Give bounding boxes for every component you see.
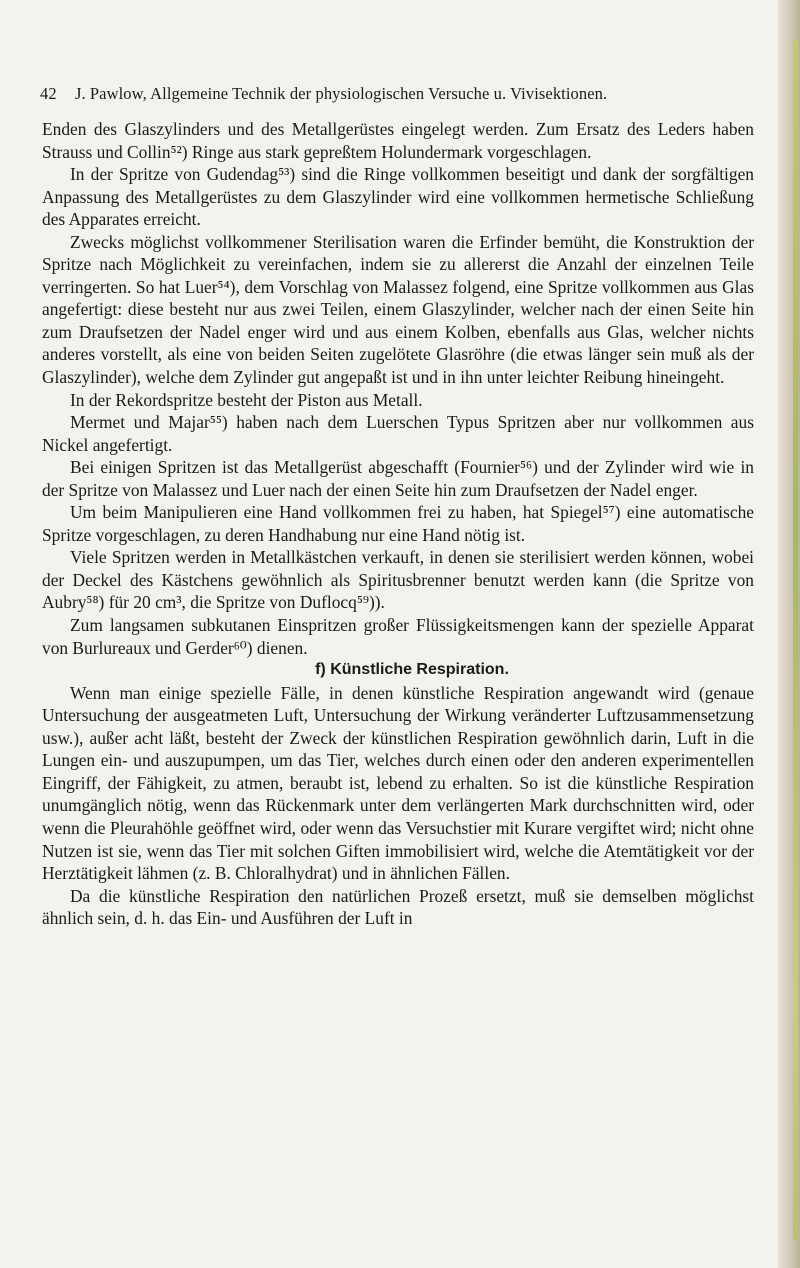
running-title: J. Pawlow, Allgemeine Technik der physiologischen Versuche u. Vivisektionen. (74, 84, 608, 103)
paragraph: Viele Spritzen werden in Metallkästchen verkauft, in denen sie sterilisiert werden können, wobei der Deckel des Kästchens gewöhnlich als Spiritusbrenner benutzt werden kann (die Spritze von Aubry⁵⁸) für 20 cm³, die Spritze von Duflocq⁵⁹)). (42, 547, 754, 613)
paragraph: Da die künstliche Respiration den natürlichen Prozeß ersetzt, muß sie demselben möglichst ähnlich sein, d. h. das Ein- und Ausführen der Luft in (42, 885, 754, 929)
paragraph: Mermet und Majar⁵⁵) haben nach dem Luerschen Typus Spritzen aber nur vollkommen aus Nickel angefertigt. (42, 412, 754, 455)
paragraph: In der Rekordspritze besteht der Piston aus Metall. (70, 389, 423, 410)
paragraph: Zum langsamen subkutanen Einspritzen großer Flüssigkeitsmengen kann der spezielle Apparat von Burlureaux und Gerder⁶⁰) dienen. (42, 615, 754, 658)
paragraph: Bei einigen Spritzen ist das Metallgerüst abgeschafft (Fournier⁵⁶) und der Zylinder wird wie in der Spritze von Malassez und Luer nach der einen Seite hin zum Draufsetzen der Nadel enger. (42, 457, 754, 500)
paragraph: Zwecks möglichst vollkommener Sterilisation waren die Erfinder bemüht, die Konstruktion der Spritze nach Möglichkeit zu vereinfachen, indem sie zu allererst die Anzahl der einzelnen Teile verringerten. So hat Luer⁵⁴), dem Vorschlag von Malassez folgend, eine Spritze vollkommen aus Glas angefertigt: diese besteht nur aus zwei Teilen, einem Glaszylinder, welcher nach der einen Seite hin zum Draufsetzen der Nadel enger wird und aus einem Kolben, ebenfalls aus Glas, welcher nichts anderes vorstellt, als eine von beiden Seiten zugelötete Glasröhre (die etwas länger sein muß als der Glaszylinder), welche dem Zylinder gut angepaßt ist und in ihn unter leichter Reibung hineingeht. (42, 231, 754, 388)
page-edge (778, 0, 800, 1268)
running-header (40, 84, 760, 104)
section-heading: f) Künstliche Respiration. (315, 661, 509, 679)
paragraph: Enden des Glaszylinders und des Metallgerüstes eingelegt werden. Zum Ersatz des Leders haben Strauss und Collin⁵²) Ringe aus stark gepreßtem Holundermark vorgeschlagen. (42, 119, 754, 162)
page-number: 42 (40, 84, 57, 103)
binding-strip (793, 40, 798, 1240)
paragraph: In der Spritze von Gudendag⁵³) sind die Ringe vollkommen beseitigt und dank der sorgfältigen Anpassung des Metallgerüstes zu dem Glaszylinder wird eine vollkommen hermetische Schließung des Apparates erreicht. (42, 164, 754, 230)
paragraph: Wenn man einige spezielle Fälle, in denen künstliche Respiration angewandt wird (genaue Untersuchung der ausgeatmeten Luft, Untersuchung der Wirkung veränderter Luftzusammensetzung usw.), außer acht läßt, besteht der Zweck der künstlichen Respiration gewöhnlich darin, Luft in die Lungen ein- und auszupumpen, um das Tier, welches durch einen oder den anderen experimentellen Eingriff, der Fähigkeit, zu atmen, beraubt ist, lebend zu erhalten. So ist die künstliche Respiration unumgänglich nötig, wenn das Rückenmark unter dem verlängerten Mark durchschnitten wird, oder wenn die Pleurahöhle geöffnet wird, oder wenn das Versuchstier mit Kurare vergiftet wird; nicht ohne Nutzen ist sie, wenn das Tier mit solchen Giften immobilisiert wird, welche die Atemtätigkeit vor der Herztätigkeit lähmen (z. B. Chloralhydrat) und in ähnlichen Fällen. (42, 682, 754, 884)
body-text (42, 118, 754, 930)
paragraph: Um beim Manipulieren eine Hand vollkommen frei zu haben, hat Spiegel⁵⁷) eine automatische Spritze vorgeschlagen, zu deren Handhabung nur eine Hand nötig ist. (42, 502, 754, 545)
